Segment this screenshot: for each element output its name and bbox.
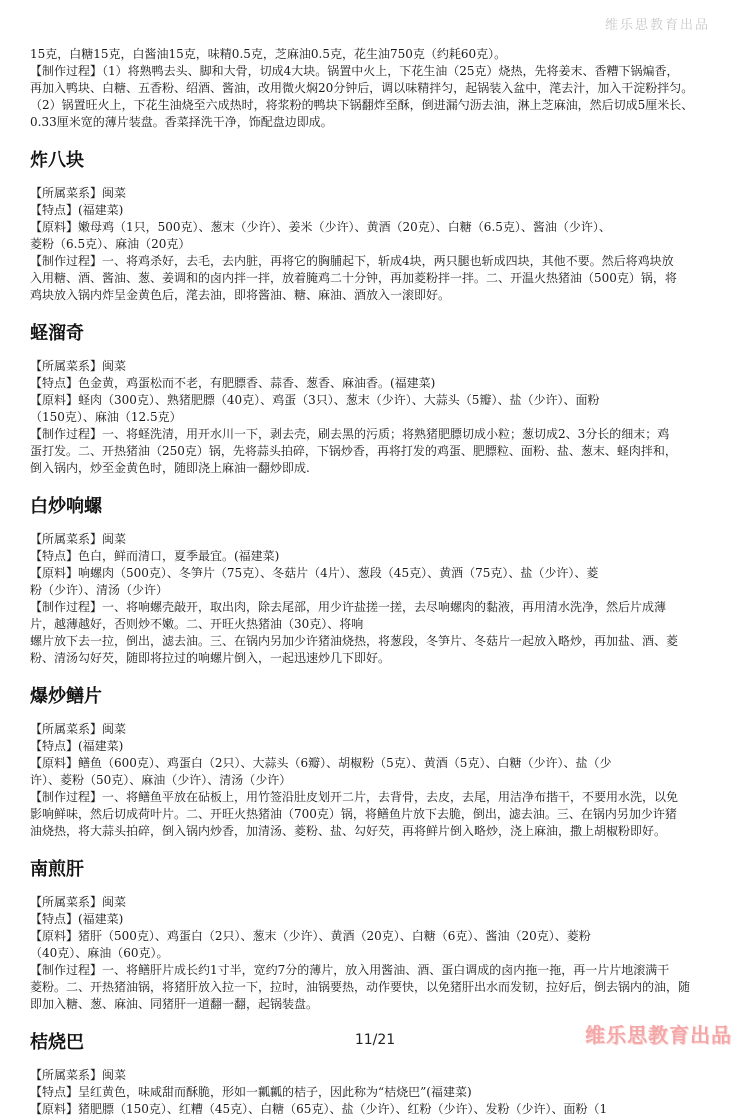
text-line: 【原料】猪肥膘（150克）、红糟（45克）、白糖（65克）、盐（少许）、红粉（少许）、发粉（少许）、面粉（1 <box>30 1102 608 1116</box>
text-line: 螺片放下去一拉，倒出，滤去油。三、在锅内另加少许猪油烧热，将葱段，冬笋片、冬菇片一起放入略炒，再加盐、酒、菱 <box>30 634 679 648</box>
text-line: 0.33厘米宽的薄片装盘。香菜择洗干净，饰配盘边即成。 <box>30 115 333 129</box>
text-line: 即加入糖、葱、麻油、同猪肝一道翻一翻，起锅装盘。 <box>30 997 319 1011</box>
text-line: 【所属菜系】闽菜 <box>30 532 127 546</box>
dish-section <box>30 495 720 667</box>
text-line: 【制作过程】（1）将熟鸭去头、脚和大骨，切成4大块。锅置中火上，下花生油（25克）烧热，先将姜末、香糟下锅煸香， <box>30 64 679 78</box>
text-line: 【制作过程】一、将蛏洗清，用开水川一下，剥去壳，刷去黑的污质；将熟猪肥膘切成小粒；葱切成2、3分长的细末；鸡 <box>30 427 670 441</box>
dish-title: 爆炒鳝片 <box>30 686 102 707</box>
text-line: 【特点】色白，鲜而清口，夏季最宜。(福建菜) <box>30 549 280 563</box>
text-line: 【原料】嫩母鸡（1只，500克）、葱末（少许）、姜米（少许）、黄酒（20克）、白糖（6.5克）、酱油（少许）、 <box>30 220 611 234</box>
header-watermark: 维乐思教育出品 <box>604 18 710 33</box>
text-line: 【原料】鳝鱼（600克）、鸡蛋白（2只）、大蒜头（6瓣）、胡椒粉（5克）、黄酒（5克）、白糖（少许）、盐（少 <box>30 756 612 770</box>
text-line: 【原料】蛏肉（300克）、熟猪肥膘（40克）、鸡蛋（3只）、葱末（少许）、大蒜头（5瓣）、盐（少许）、面粉 <box>30 393 600 407</box>
text-line: 【特点】(福建菜) <box>30 203 124 217</box>
page-number: 11/21 <box>354 1032 396 1048</box>
text-line: 【制作过程】一、将响螺壳敲开，取出肉，除去尾部，用少许盐搓一搓，去尽响螺肉的黏液，再用清水洗净，然后片成薄 <box>30 600 667 614</box>
dish-title: 桔烧巴 <box>30 1032 84 1053</box>
text-line: （2）锅置旺火上，下花生油烧至六成热时，将浆粉的鸭块下锅翻炸至酥，倒进漏勺沥去油，淋上芝麻油，然后切成5厘米长、 <box>30 98 694 112</box>
text-line: 蛋打发。二、开热猪油（250克）锅，先将蒜头拍碎，下锅炒香，再将打发的鸡蛋、肥膘粒、面粉、盐、葱末、蛏肉拌和， <box>30 444 677 458</box>
text-line: 【原料】猪肝（500克）、鸡蛋白（2只）、葱末（少许）、黄酒（20克）、白糖（6克）、酱油（20克）、菱粉 <box>30 929 591 943</box>
text-line: 入用糖、酒、酱油、葱、姜调和的卤内拌一拌，放着腌鸡二十分钟，再加菱粉拌一拌。二、开温火热猪油（500克）锅，将 <box>30 271 677 285</box>
dish-title: 蛏溜奇 <box>30 323 84 344</box>
text-line: 粉（少许）、清汤（少许） <box>30 583 169 597</box>
text-line: 【所属菜系】闽菜 <box>30 186 127 200</box>
text-line: 【特点】(福建菜) <box>30 739 124 753</box>
text-line: 片，越薄越好，否则炒不嫩。二、开旺火热猪油（30克）、将响 <box>30 617 364 631</box>
text-line: 菱粉（6.5克）、麻油（20克） <box>30 237 191 251</box>
dish-section <box>30 858 720 1013</box>
dish-section <box>30 322 720 477</box>
text-line: 倒入锅内，炒至金黄色时，随即浇上麻油一翻炒即成. <box>30 461 310 475</box>
text-line: 再加入鸭块、白糖、五香粉、绍酒、酱油，改用微火焖20分钟后，调以味精拌匀，起锅装入盆中，滗去汁，加入干淀粉拌匀。 <box>30 81 694 95</box>
text-line: 15克，白糖15克，白酱油15克，味精0.5克，芝麻油0.5克，花生油750克（约耗60克）。 <box>30 47 507 61</box>
dish-title: 白炒响螺 <box>30 496 102 517</box>
text-line: 【所属菜系】闽菜 <box>30 359 127 373</box>
publisher-logo: 维乐思教育出品 <box>585 1023 732 1047</box>
text-line: 【特点】呈红黄色，味咸甜而酥脆，形如一瓤瓤的桔子，因此称为“桔烧巴”(福建菜) <box>30 1085 472 1099</box>
text-line: （40克）、麻油（60克）。 <box>30 946 169 960</box>
text-line: 【所属菜系】闽菜 <box>30 895 127 909</box>
dish-title: 炸八块 <box>30 150 84 171</box>
text-line: 许）、菱粉（50克）、麻油（少许）、清汤（少许） <box>30 773 292 787</box>
text-line: 【制作过程】一、将鳝鱼平放在砧板上，用竹签沿肚皮划开二片，去背骨，去皮，去尾，用洁净布揩干，不要用水洗，以免 <box>30 790 679 804</box>
dish-section <box>30 685 720 840</box>
text-line: （150克）、麻油（12.5克） <box>30 410 182 424</box>
dish-title: 南煎肝 <box>30 859 84 880</box>
text-line: 油烧热，将大蒜头拍碎，倒入锅内炒香，加清汤、菱粉、盐、勾好芡，再将鲜片倒入略炒，浇上麻油，撒上胡椒粉即好。 <box>30 824 667 838</box>
page-content <box>30 46 720 1118</box>
dish-section <box>30 149 720 304</box>
text-line: 【所属菜系】闽菜 <box>30 722 127 736</box>
text-line: 影响鲜味，然后切成荷叶片。二、开旺火热猪油（700克）锅，将鳝鱼片放下去脆，倒出，滤去油。三、在锅内另加少许猪 <box>30 807 677 821</box>
text-line: 鸡块放入锅内炸呈金黄色后，滗去油，即将酱油、糖、麻油、酒放入一滚即好。 <box>30 288 451 302</box>
text-line: 【所属菜系】闽菜 <box>30 1068 127 1082</box>
text-line: 【特点】(福建菜) <box>30 912 124 926</box>
text-line: 【制作过程】一、将鸡杀好，去毛，去内脏，再将它的胸脯起下，斩成4块，两只腿也斩成四块，其他不要。然后将鸡块放 <box>30 254 674 268</box>
text-line: 【制作过程】一、将鳝肝片成长约1寸半，宽约7分的薄片，放入用酱油、酒、蛋白调成的卤内拖一拖，再一片片地滚满干 <box>30 963 670 977</box>
text-line: 粉、清汤勾好芡，随即将拉过的响螺片倒入，一起迅速炒几下即好。 <box>30 651 391 665</box>
text-line: 【原料】响螺肉（500克）、冬笋片（75克）、冬菇片（4片）、葱段（45克）、黄酒（75克）、盐（少许）、菱 <box>30 566 599 580</box>
text-line: 【特点】色金黄，鸡蛋松而不老，有肥膘香、蒜香、葱香、麻油香。(福建菜) <box>30 376 436 390</box>
intro-section <box>30 46 720 131</box>
text-line: 菱粉。二、开热猪油锅，将猪肝放入拉一下，拉时，油锅要热，动作要快，以免猪肝出水而发韧，拉好后，倒去锅内的油，随 <box>30 980 691 994</box>
